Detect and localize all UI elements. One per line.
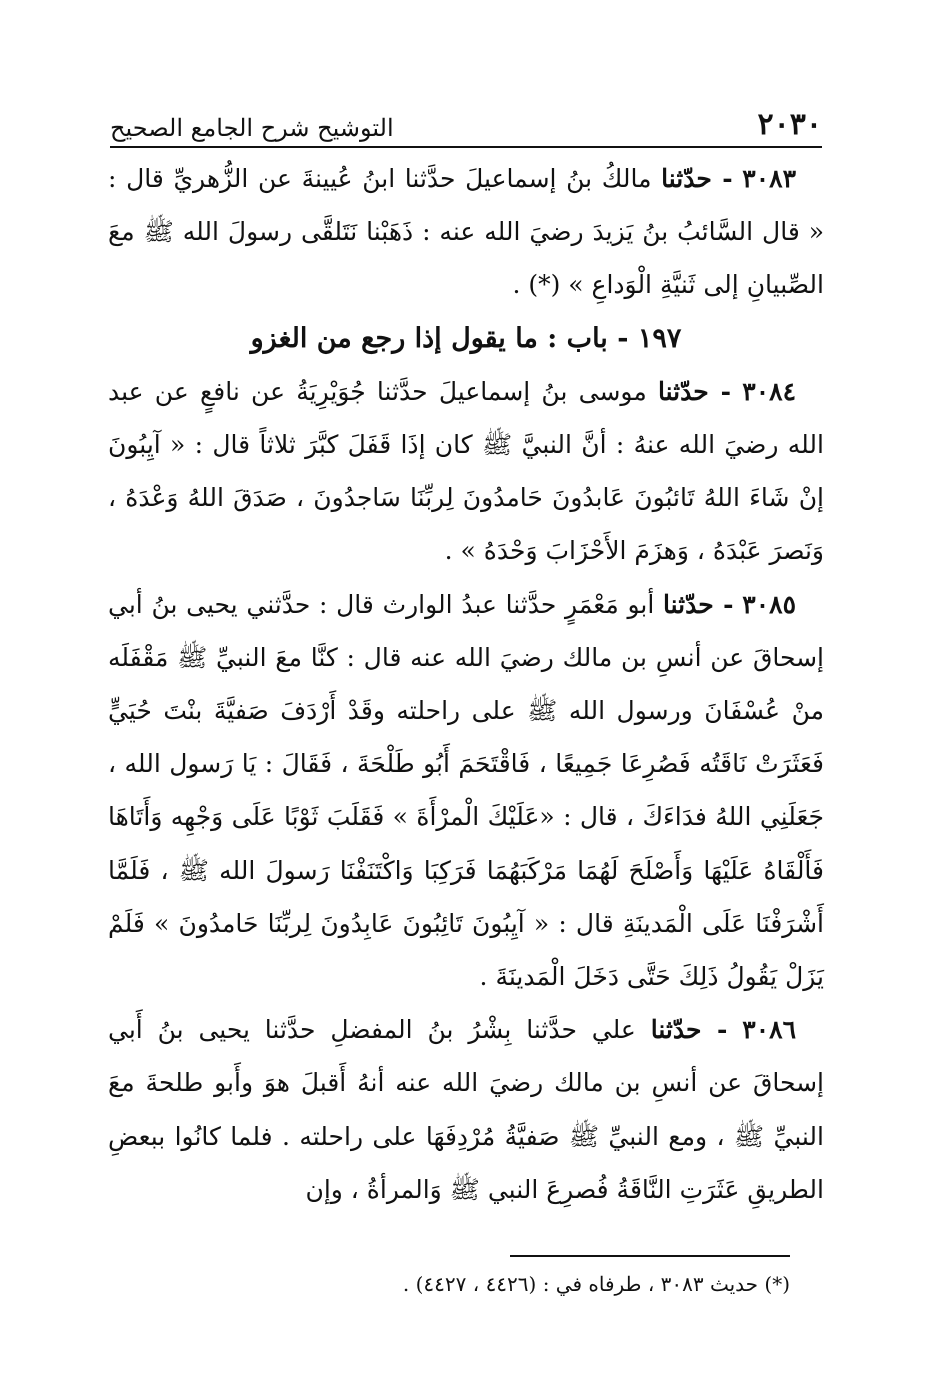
hadith-number: ٣٠٨٥ bbox=[742, 589, 796, 619]
hadith-text: أبو مَعْمَرٍ حدَّثنا عبدُ الوارث قال : حدَّثني يحيى بنُ أبي إسحاقَ عن أنسِ بن مالك رضيَ الله عنه قال : كنَّا معَ النبيِّ ﷺ مَقْفَلَه منْ عُسْفَانَ ورسول الله ﷺ على راحلته وقَدْ أَرْدَفَ صَفيَّةَ بنْتَ حُيَيٍّ فَعَثَرَتْ نَاقَتُه فَصُرِعَا جَمِيعًا ، فَاقْتَحَمَ أَبُو طَلْحَةَ ، فَقَالَ : يَا رَسول الله ، جَعَلَنِي اللهُ فدَاءَكَ ، قال : «عَلَيْكَ الْمرْأَةَ » فَقَلَبَ ثَوْبًا عَلَى وَجْهِه وَأَتَاهَا فَأَلْقَاهُ عَلَيْهَا وَأَصْلَحَ لَهُمَا مَرْكَبَهُمَا فَرَكِبَا وَاكْتَنَفْنَا رَسولَ الله ﷺ ، فَلَمَّا أَشْرَفْنَا عَلَى الْمَدينَةِ قال : « آيِبُونَ تَائِبُونَ عَابِدُونَ لِربِّنَا حَامدُونَ » فَلَمْ يَزَلْ يَقُولُ ذَلِكَ حَتَّى دَخَلَ الْمَدينَةَ . bbox=[108, 589, 824, 992]
hadith-3086 bbox=[108, 1003, 824, 1216]
hadith-keyword: - حدّثنا bbox=[661, 164, 733, 193]
hadith-text: علي حدَّثنا بِشْرُ بنُ المفضلِ حدَّثنا يحيى بنُ أَبي إسحاقَ عن أنسِ بن مالك رضيَ الله عنه أنهُ أَقبلَ هوَ وأَبو طلحةَ معَ النبيِّ ﷺ ، ومع النبيِّ ﷺ صَفيَّةُ مُرْدِفَهَا على راحلته . فلما كانُوا ببعضِ الطريقِ عَثَرَتِ النَّاقَةُ فُصرِعَ النبي ﷺ وَالمرأةُ ، وإن bbox=[108, 1015, 824, 1204]
page-number: ٢٠٣٠ bbox=[757, 107, 822, 142]
hadith-keyword: - حدّثنا bbox=[657, 376, 732, 406]
hadith-number: ٣٠٨٤ bbox=[742, 376, 797, 406]
hadith-3084 bbox=[108, 365, 824, 578]
chapter-heading: ١٩٧ - باب : ما يقول إذا رجع من الغزو bbox=[250, 322, 682, 354]
footnote: (*) حديث ٣٠٨٣ ، طرفاه في : (٤٤٢٦ ، ٤٤٢٧) . bbox=[402, 1272, 790, 1296]
hadith-3085 bbox=[108, 578, 824, 1004]
hadith-text: موسى بنُ إسماعيلَ حدَّثنا جُوَيْرِيَةُ عن نافعٍ عن عبد الله رضيَ الله عنهُ : أنَّ النبيَّ ﷺ كان إذَا قَفَلَ كبَّرَ ثلاثاً قال : « آيِبُونَ إنْ شَاءَ اللهُ تَائبُونَ عَابدُونَ حَامدُونَ لِربِّنَا سَاجدُونَ ، صَدَقَ اللهُ وَعْدَهُ ، وَنَصرَ عَبْدَهُ ، وَهزَمَ الأَحْزَابَ وَحْدَهُ » . bbox=[108, 376, 824, 566]
hadith-number: ٣٠٨٣ bbox=[742, 164, 796, 193]
hadith-keyword: - حدّثنا bbox=[663, 589, 734, 619]
header-rule bbox=[110, 146, 822, 148]
page-body bbox=[108, 152, 824, 1216]
hadith-number: ٣٠٨٦ bbox=[742, 1015, 797, 1045]
hadith-text: مالكُ بنُ إسماعيلَ حدَّثنا ابنُ عُيينةَ عن الزُّهريِّ قال : « قال السَّائبُ بنُ يَزيدَ رضيَ الله عنه : ذَهَبْنا نَتَلقَّى رسولَ الله ﷺ معَ الصِّبيانِ إلى ثَنيَّةِ الْوَداعِ » (*) . bbox=[108, 164, 824, 300]
page-header bbox=[110, 96, 822, 142]
hadith-3083 bbox=[108, 152, 824, 312]
footnote-rule bbox=[510, 1255, 790, 1257]
running-title: التوشيح شرح الجامع الصحيح bbox=[110, 114, 394, 142]
hadith-keyword: - حدّثنا bbox=[650, 1015, 728, 1045]
